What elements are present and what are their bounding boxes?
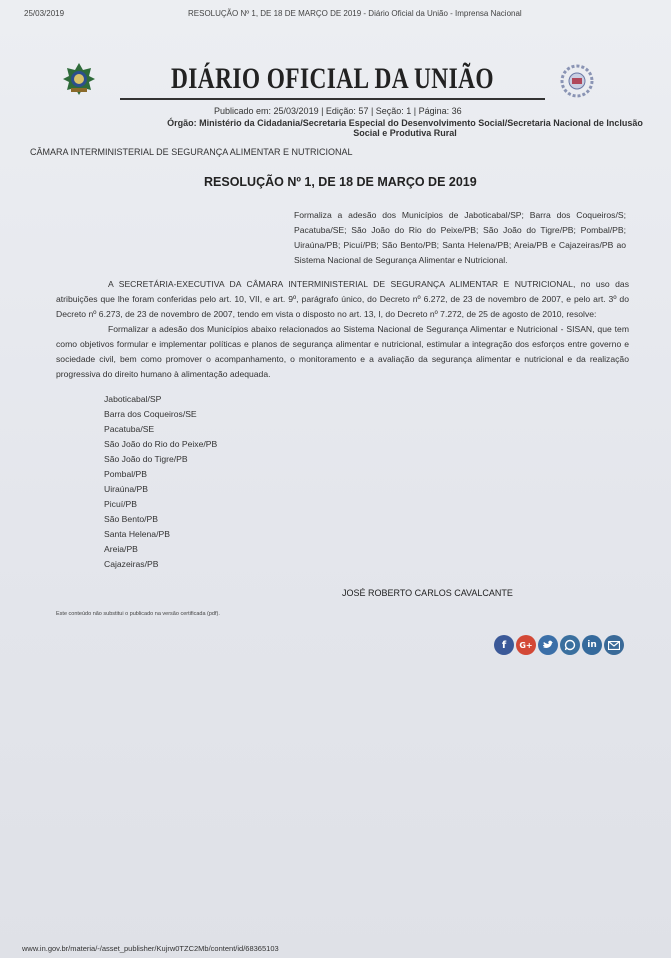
google-plus-icon[interactable]: G+ [516, 635, 536, 655]
imprensa-nacional-logo-icon [556, 62, 598, 100]
publication-line: Publicado em: 25/03/2019 | Edição: 57 | Seção: 1 | Página: 36 [214, 106, 462, 116]
orgao-line [165, 118, 645, 138]
orgao-value: Ministério da Cidadania/Secretaria Especial do Desenvolvimento Social/Secretaria Nacional de Inclusão Social e Produtiva Rural [199, 118, 643, 138]
list-item: Picuí/PB [104, 499, 137, 509]
linkedin-icon[interactable]: in [582, 635, 602, 655]
list-item: Uiraúna/PB [104, 484, 148, 494]
body-text [56, 277, 629, 382]
orgao-label: Órgão: [167, 118, 197, 128]
list-item: Pacatuba/SE [104, 424, 155, 434]
ementa-paragraph: Formaliza a adesão dos Municípios de Jaboticabal/SP; Barra dos Coqueiros/S; Pacatuba/SE; São João do Rio do Peixe/PB; São João do Tigre/PB; Pombal/PB; Uiraúna/PB; Picuí/PB; São Bento/PB; Santa Helena/PB; Areia/PB e Cajazeiras/PB ao Sistema Nacional de Segurança Alimentar e Nutricional. [294, 210, 626, 265]
twitter-icon[interactable] [538, 635, 558, 655]
disclaimer-text: Este conteúdo não substitui o publicado na versão certificada (pdf). [56, 611, 220, 617]
preamble-paragraph: A SECRETÁRIA-EXECUTIVA DA CÂMARA INTERMINISTERIAL DE SEGURANÇA ALIMENTAR E NUTRICIONAL, no uso das atribuições que lhe foram conferidas pelo art. 10, VII, e art. 9º, parágrafo único, do Decreto nº 6.272, de 23 de novembro de 2007, e pelo art. 3º do Decreto nº 6.273, de 23 de novembro de 2007, tendo em vista o disposto no art. 13, I, do Decreto nº 7.272, de 25 de agosto de 2010, resolve: [56, 279, 629, 319]
resolution-title: RESOLUÇÃO Nº 1, DE 18 DE MARÇO DE 2019 [204, 175, 477, 189]
facebook-icon[interactable]: f [494, 635, 514, 655]
list-item: São João do Rio do Peixe/PB [104, 439, 218, 449]
signer-name: JOSÉ ROBERTO CARLOS CAVALCANTE [342, 588, 513, 598]
masthead-rule [120, 98, 545, 100]
list-item: Barra dos Coqueiros/SE [104, 409, 197, 419]
page-url: www.in.gov.br/materia/-/asset_publisher/Kujrw0TZC2Mb/content/id/68365103 [22, 944, 279, 953]
masthead-title: DIÁRIO OFICIAL DA UNIÃO [171, 62, 494, 95]
list-item: Pombal/PB [104, 469, 147, 479]
list-item: Santa Helena/PB [104, 529, 170, 539]
print-header-title: RESOLUÇÃO Nº 1, DE 18 DE MARÇO DE 2019 - Diário Oficial da União - Imprensa Nacional [188, 9, 522, 18]
whatsapp-icon[interactable] [560, 635, 580, 655]
list-item: Cajazeiras/PB [104, 559, 159, 569]
email-icon[interactable] [604, 635, 624, 655]
print-date: 25/03/2019 [24, 9, 65, 18]
list-item: São Bento/PB [104, 514, 158, 524]
issuer-name: CÂMARA INTERMINISTERIAL DE SEGURANÇA ALIMENTAR E NUTRICIONAL [30, 147, 353, 157]
list-item: São João do Tigre/PB [104, 454, 188, 464]
article-paragraph: Formalizar a adesão dos Municípios abaixo relacionados ao Sistema Nacional de Segurança Alimentar e Nutricional - SISAN, que tem como objetivos formular e implementar políticas e planos de segurança alimentar e nutricional, estimular a integração dos esforços entre governo e sociedade civil, bem como promover o acompanhamento, o monitoramento e a avaliação da segurança alimentar e nutricional e da realização progressiva do direito humano à alimentação adequada. [56, 324, 629, 379]
municipality-list [104, 392, 217, 572]
list-item: Jaboticabal/SP [104, 394, 162, 404]
share-bar [494, 635, 624, 655]
list-item: Areia/PB [104, 544, 138, 554]
brazil-coat-of-arms-icon [62, 62, 96, 96]
